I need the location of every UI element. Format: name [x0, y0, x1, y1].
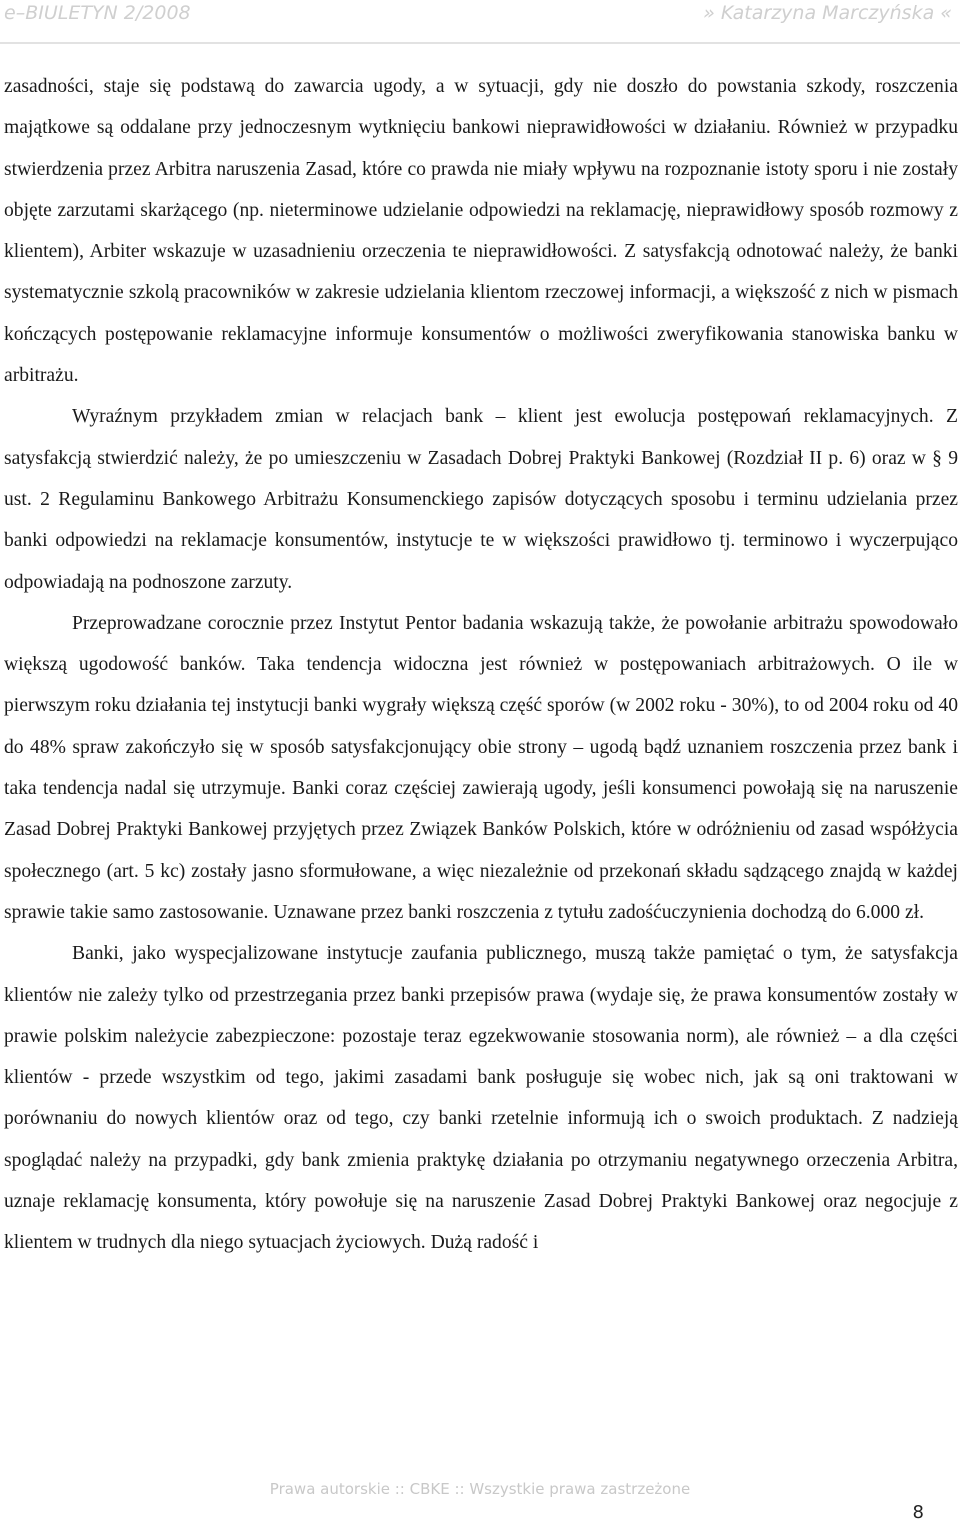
paragraph: Przeprowadzane corocznie przez Instytut Pentor badania wskazują także, że powołanie arbitrażu spowodowało większą ugodowość banków. Taka tendencja widoczna jest również w postępowaniach arbitrażowych. O ile w pierwszym roku działania tej instytucji banki wygrały większą część sporów (w 2002 roku - 30%), to od 2004 roku od 40 do 48% spraw zakończyło się w sposób satysfakcjonujący obie strony – ugodą bądź uznaniem roszczenia przez bank i taka tendencja nadal się utrzymuje. Banki coraz częściej zawierają ugody, jeśli konsumenci powołają się na naruszenie Zasad Dobrej Praktyki Bankowej przyjętych przez Związek Banków Polskich, które w odróżnieniu od zasad współżycia społecznego (art. 5 kc) zostały jasno sformułowane, a więc niezależnie od przekonań składu sądzącego znajdą w każdej sprawie takie samo zastosowanie. Uznawane przez banki roszczenia z tytułu zadośćuczynienia dochodzą do 6.000 zł. — [4, 612, 958, 923]
article-body — [4, 66, 958, 1264]
paragraph-continued: zasadności, staje się podstawą do zawarcia ugody, a w sytuacji, gdy nie doszło do powstania szkody, roszczenia majątkowe są oddalane przy jednoczesnym wytknięciu bankowi nieprawidłowości w działaniu. Również w przypadku stwierdzenia przez Arbitra naruszenia Zasad, które co prawda nie miały wpływu na rozpoznanie istoty sporu i nie zostały objęte zarzutami skarżącego (np. nieterminowe udzielanie odpowiedzi na reklamację, nieprawidłowy sposób rozmowy z klientem), Arbiter wskazuje w uzasadnieniu orzeczenia te nieprawidłowości. Z satysfakcją odnotować należy, że banki systematycznie szkolą pracowników w zakresie udzielania klientom rzeczowej informacji, a większość z nich w pismach kończących postępowanie reklamacyjne informuje konsumentów o możliwości zweryfikowania stanowiska banku w arbitrażu. — [4, 76, 958, 387]
page-number: 8 — [912, 1502, 924, 1523]
header-publication: e–BIULETYN 2/2008 — [4, 2, 191, 24]
paragraph: Wyraźnym przykładem zmian w relacjach bank – klient jest ewolucja postępowań reklamacyjnych. Z satysfakcją stwierdzić należy, że po umieszczeniu w Zasadach Dobrej Praktyki Bankowej (Rozdział II p. 6) oraz w § 9 ust. 2 Regulaminu Bankowego Arbitrażu Konsumenckiego zapisów dotyczących sposobu i terminu udzielania przez banki odpowiedzi na reklamacje konsumentów, instytucje te w większości prawidłowo tj. terminowo i wyczerpująco odpowiadają na podnoszone zarzuty. — [4, 406, 958, 593]
header-divider — [0, 42, 960, 44]
header-author: » Katarzyna Marczyńska « — [703, 2, 952, 24]
page-header — [0, 0, 960, 46]
copyright-footer: Prawa autorskie :: CBKE :: Wszystkie prawa zastrzeżone — [269, 1480, 691, 1498]
paragraph: Banki, jako wyspecjalizowane instytucje zaufania publicznego, muszą także pamiętać o tym, że satysfakcja klientów nie zależy tylko od przestrzegania przez banki przepisów prawa (wydaje się, że prawa konsumentów zostały w prawie polskim należycie zabezpieczone: pozostaje teraz egzekwowanie stosowania norm), ale również – a dla części klientów - przede wszystkim od tego, jakimi zasadami bank posługuje się wobec nich, jak są oni traktowani w porównaniu do nowych klientów oraz od tego, czy banki rzetelnie informują ich o swoich produktach. Z nadzieją spoglądać należy na przypadki, gdy bank zmienia praktykę działania po otrzymaniu negatywnego orzeczenia Arbitra, uznaje reklamację konsumenta, który powołuje się na naruszenie Zasad Dobrej Praktyki Bankowej oraz negocjuje z klientem w trudnych dla niego sytuacjach życiowych. Dużą radość i — [4, 943, 958, 1254]
